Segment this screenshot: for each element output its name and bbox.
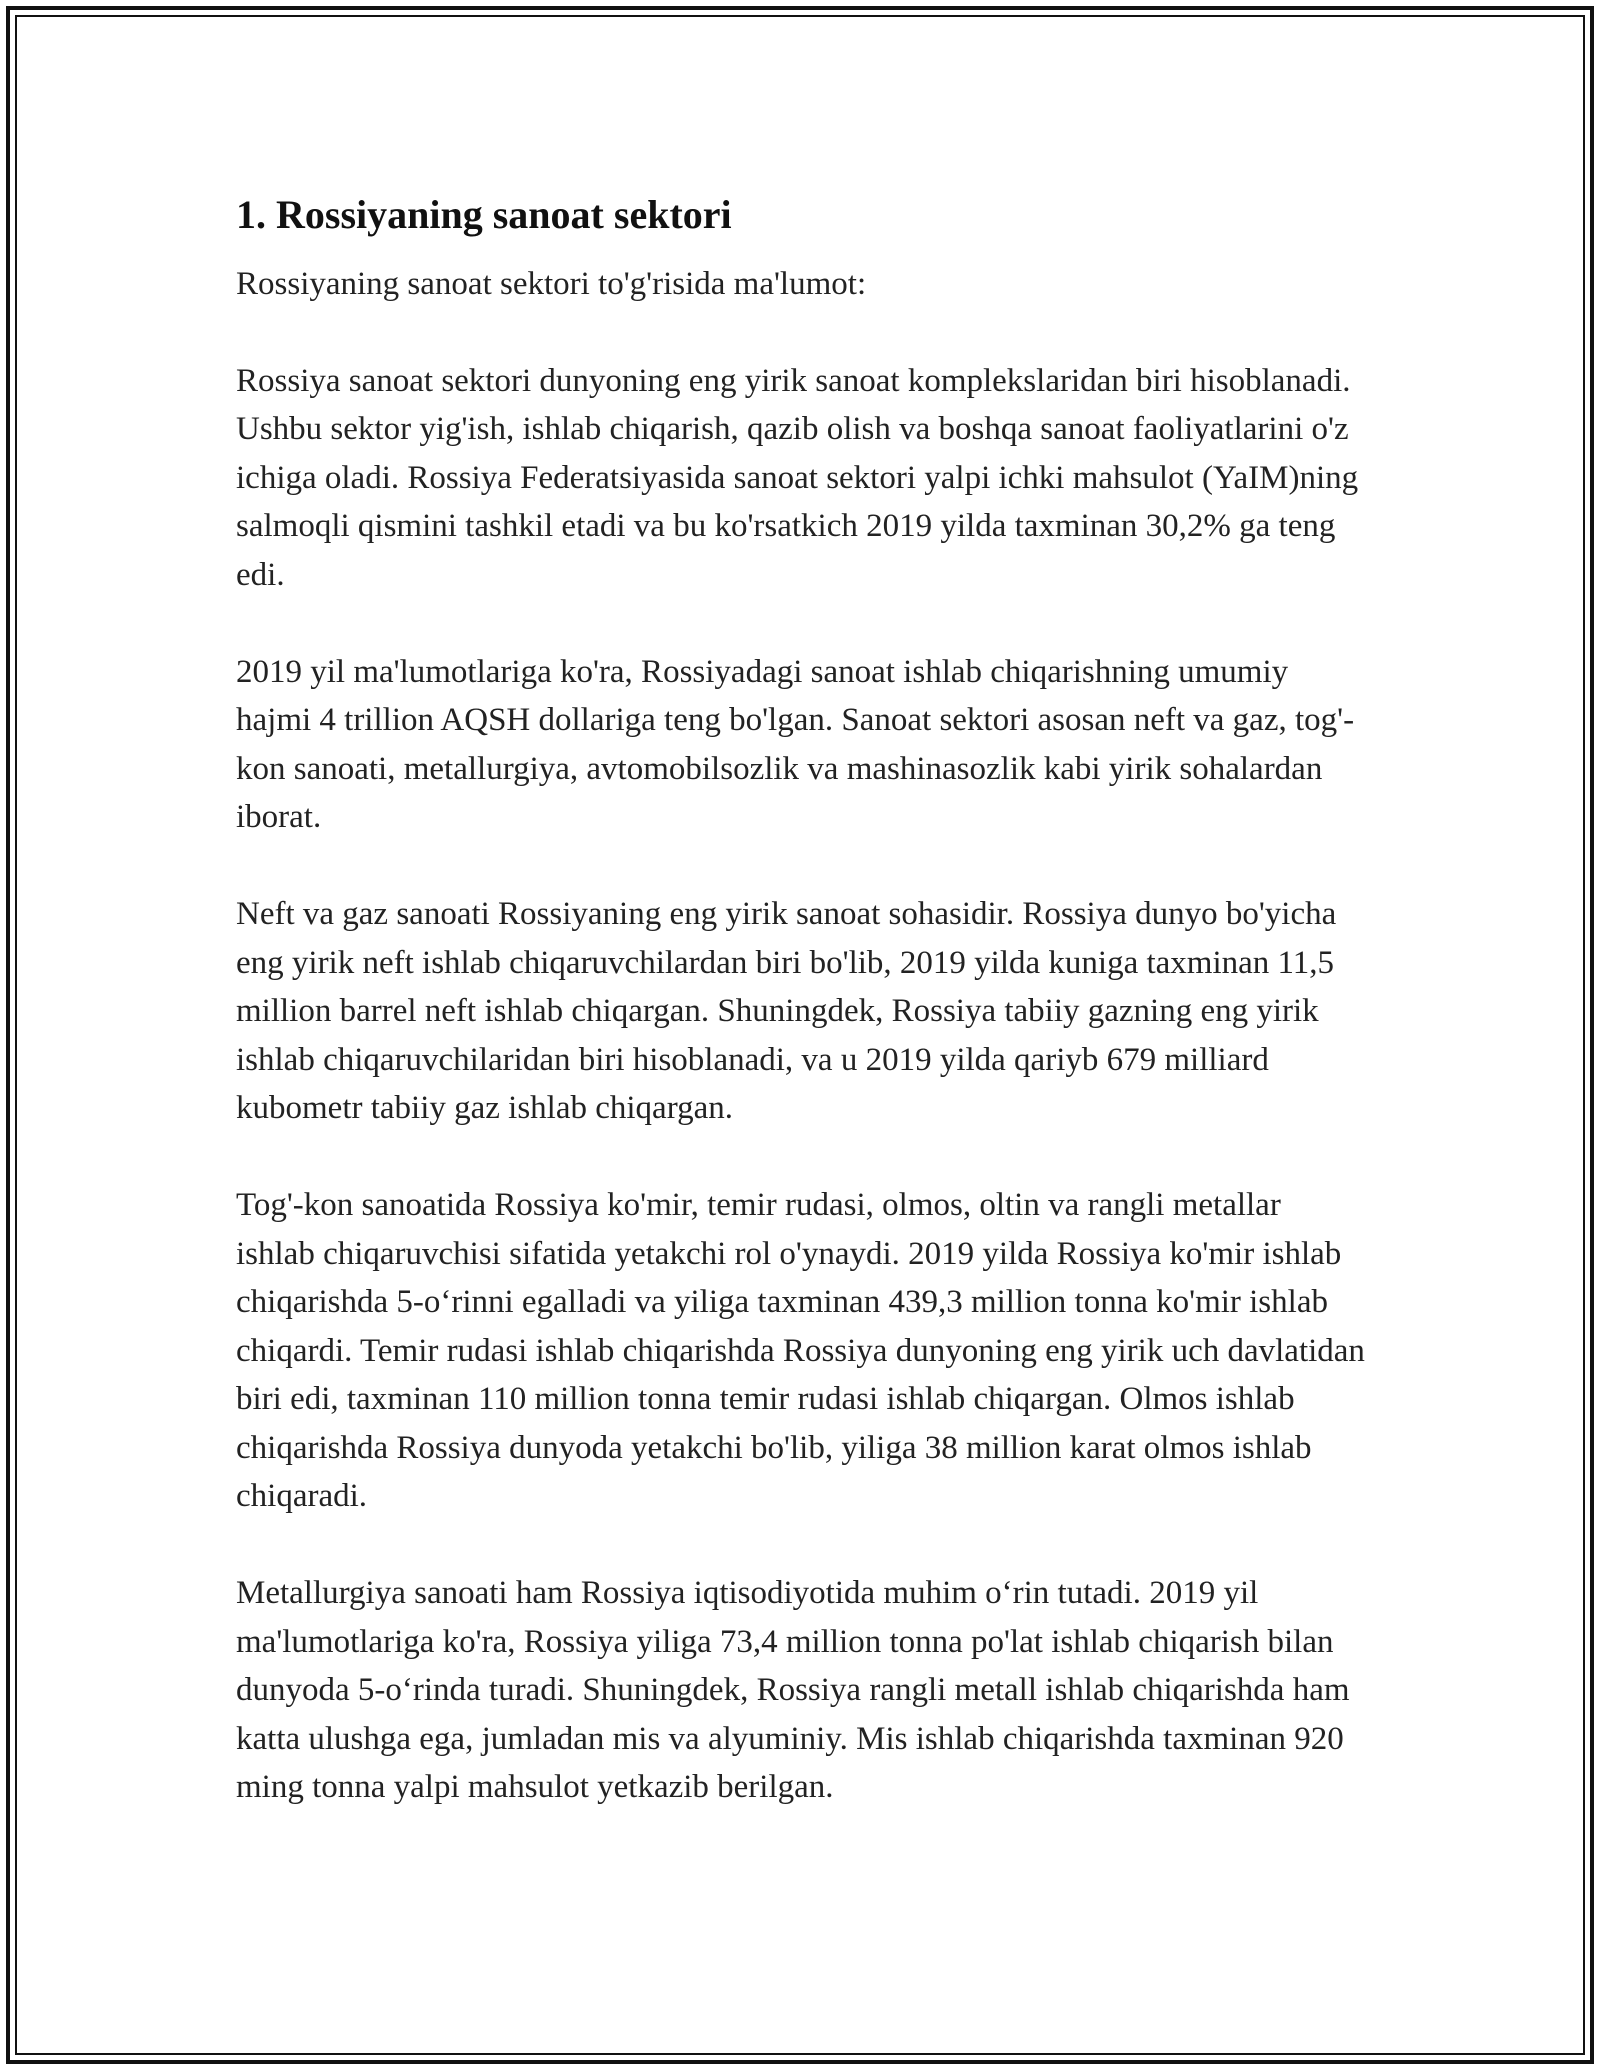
section-heading: 1. Rossiyaning sanoat sektori <box>236 192 732 237</box>
paragraph-overview: Rossiya sanoat sektori dunyoning eng yirik sanoat komplekslaridan biri hisoblanadi. Ushbu sektor yig'ish, ishlab chiqarish, qazib olish va boshqa sanoat faoliyatlarini o'z ichiga oladi. Rossiya Federatsiyasida sanoat sektori yalpi ichki mahsulot (YaIM)ning salmoqli qismini tashkil etadi va bu ko'rsatkich 2019 yilda taxminan 30,2% ga teng edi. <box>236 362 1359 593</box>
paragraph-mining: Tog'-kon sanoatida Rossiya ko'mir, temir rudasi, olmos, oltin va rangli metallar ishlab chiqaruvchisi sifatida yetakchi rol o'ynaydi. 2019 yilda Rossiya ko'mir ishlab chiqarishda 5-o‘rinni egalladi va yiliga taxminan 439,3 million tonna ko'mir ishlab chiqardi. Temir rudasi ishlab chiqarishda Rossiya dunyoning eng yirik uch davlatidan biri edi, taxminan 110 million tonna temir rudasi ishlab chiqargan. Olmos ishlab chiqarishda Rossiya dunyoda yetakchi bo'lib, yiliga 38 million karat olmos ishlab chiqaradi. <box>236 1187 1365 1514</box>
paragraph-metallurgy: Metallurgiya sanoati ham Rossiya iqtisodiyotida muhim o‘rin tutadi. 2019 yil ma'lumotlariga ko'ra, Rossiya yiliga 73,4 million tonna po'lat ishlab chiqarish bilan dunyoda 5-o‘rinda turadi. Shuningdek, Rossiya rangli metall ishlab chiqarishda ham katta ulushga ega, jumladan mis va alyuminiy. Mis ishlab chiqarishda taxminan 920 ming tonna yalpi mahsulot yetkazib berilgan. <box>236 1575 1350 1805</box>
intro-line: Rossiyaning sanoat sektori to'g'risida ma'lumot: <box>236 266 867 302</box>
document-body <box>236 190 1366 1860</box>
paragraph-output-volume: 2019 yil ma'lumotlariga ko'ra, Rossiyadagi sanoat ishlab chiqarishning umumiy hajmi 4 trillion AQSH dollariga teng bo'lgan. Sanoat sektori asosan neft va gaz, tog'-kon sanoati, metallurgiya, avtomobilsozlik va mashinasozlik kabi yirik sohalardan iborat. <box>236 653 1355 835</box>
paragraph-oil-gas: Neft va gaz sanoati Rossiyaning eng yirik sanoat sohasidir. Rossiya dunyo bo'yicha eng yirik neft ishlab chiqaruvchilardan biri bo'lib, 2019 yilda kuniga taxminan 11,5 million barrel neft ishlab chiqargan. Shuningdek, Rossiya tabiiy gazning eng yirik ishlab chiqaruvchilaridan biri hisoblanadi, va u 2019 yilda qariyb 679 milliard kubometr tabiiy gaz ishlab chiqargan. <box>236 896 1337 1126</box>
